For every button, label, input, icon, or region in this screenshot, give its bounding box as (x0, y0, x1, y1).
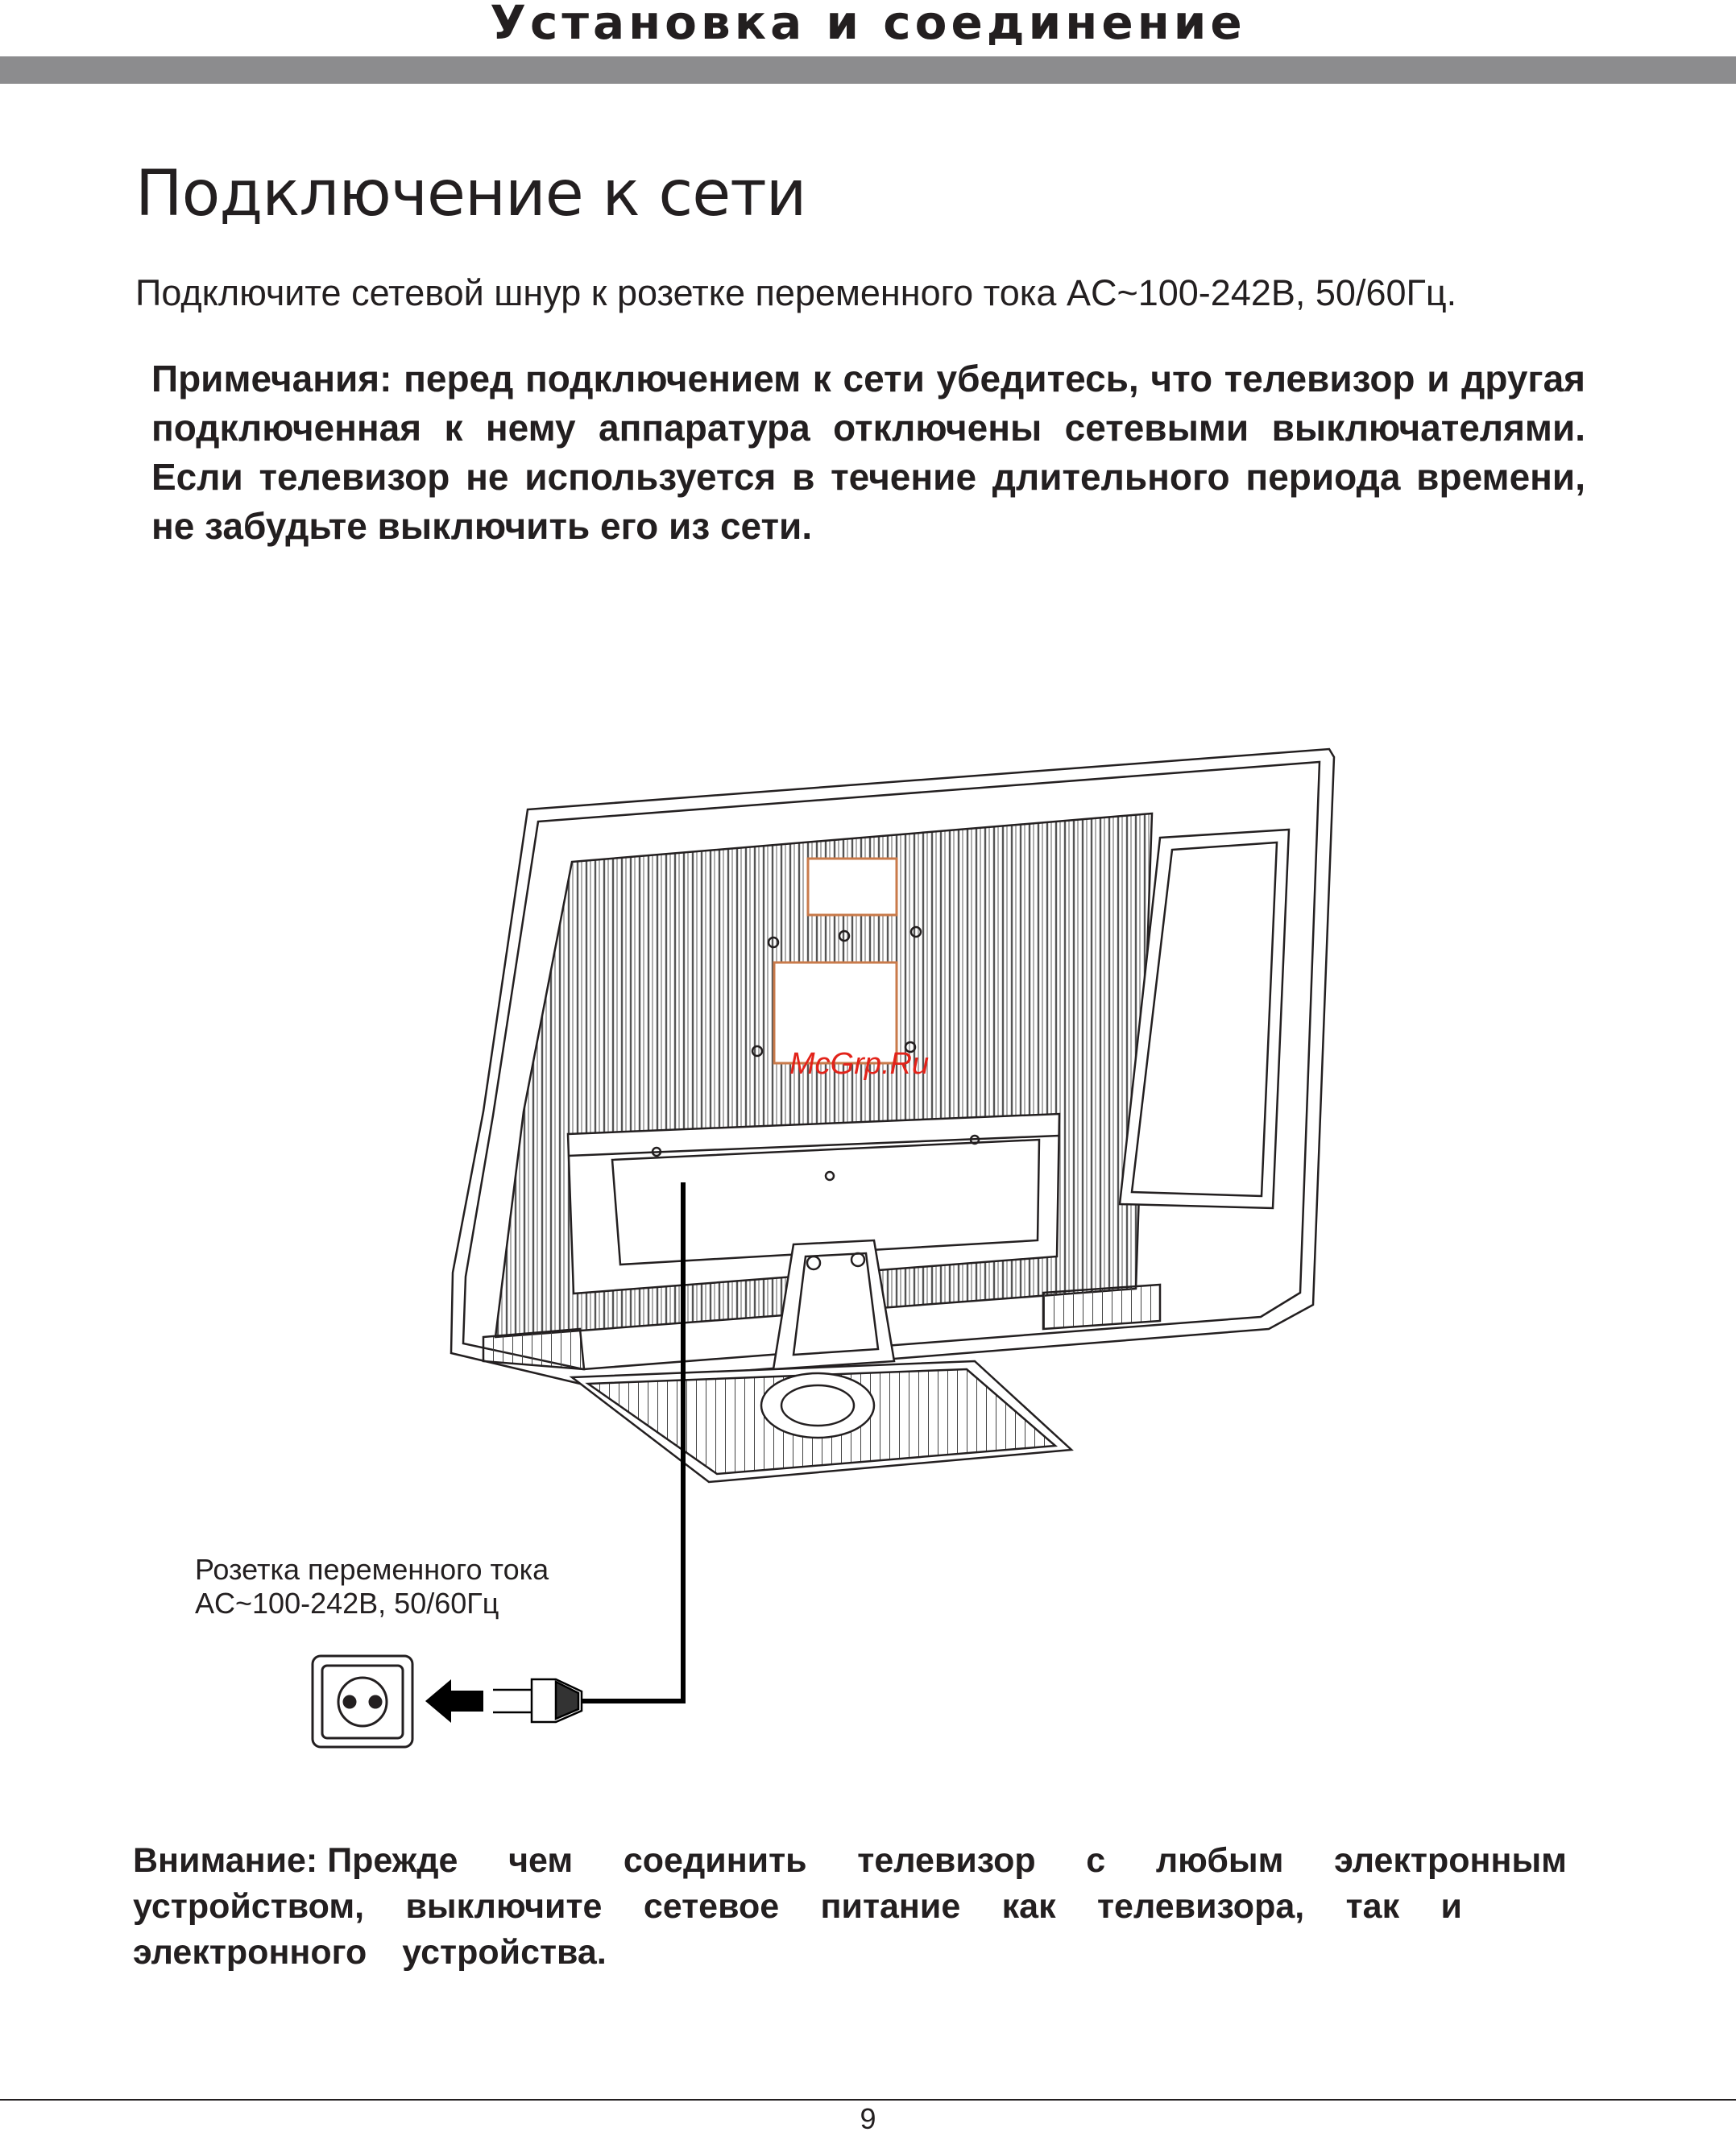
warning-word: выключите (405, 1887, 603, 1926)
warning-word: электронного (133, 1933, 367, 1972)
plug-icon (493, 1679, 582, 1722)
warning-word: питание (820, 1887, 961, 1926)
warning-word: соединить (623, 1841, 807, 1880)
warning-paragraph (133, 1838, 1567, 1976)
note-line-1: Примечания: перед подключением к сети убедитесь, что телевизор (151, 358, 1415, 399)
warning-word: чем (508, 1841, 574, 1880)
warning-word: сетевое (643, 1887, 780, 1926)
warning-row-1 (133, 1838, 1567, 1884)
warning-row-3 (133, 1930, 1567, 1976)
outlet-label (195, 1553, 549, 1621)
warning-word: устройством, (133, 1887, 365, 1926)
intro-text: Подключите сетевой шнур к розетке переменного тока AC~100-242В, 50/60Гц. (135, 272, 1457, 313)
header-title: Установка и соединение (490, 0, 1246, 50)
tv-back-panel (451, 749, 1334, 1482)
wall-outlet-icon (313, 1656, 412, 1747)
warning-word: любым (1155, 1841, 1284, 1880)
warning-word: так (1345, 1887, 1400, 1926)
warning-word: электронным (1334, 1841, 1567, 1880)
warning-word: с (1086, 1841, 1106, 1880)
note-line-2: и другая подключенная к нему аппаратура отключены сетевыми (151, 358, 1586, 449)
warning-word: устройства. (402, 1933, 607, 1972)
section-title: Подключение к сети (135, 158, 806, 230)
warning-word: как (1001, 1887, 1056, 1926)
footer-rule (0, 2099, 1736, 2101)
warning-word: телевизора, (1097, 1887, 1305, 1926)
page-number: 9 (860, 2102, 876, 2135)
warning-word: и (1440, 1887, 1462, 1926)
outlet-label-line-1: Розетка переменного тока (195, 1553, 549, 1586)
warning-label: Внимание: Прежде (133, 1841, 458, 1880)
note-line-4: длительного периода времени, не забудьте выключить его из сети. (151, 456, 1585, 547)
warning-row-2 (133, 1884, 1462, 1930)
outlet-label-line-2: AC~100-242В, 50/60Гц (195, 1587, 499, 1620)
watermark-text: McGrp.Ru (789, 1047, 930, 1081)
note-line-3: выключателями. Если телевизор не используется в течение (151, 407, 1586, 498)
warning-word: телевизор (857, 1841, 1036, 1880)
arrow-left-icon (425, 1679, 483, 1723)
